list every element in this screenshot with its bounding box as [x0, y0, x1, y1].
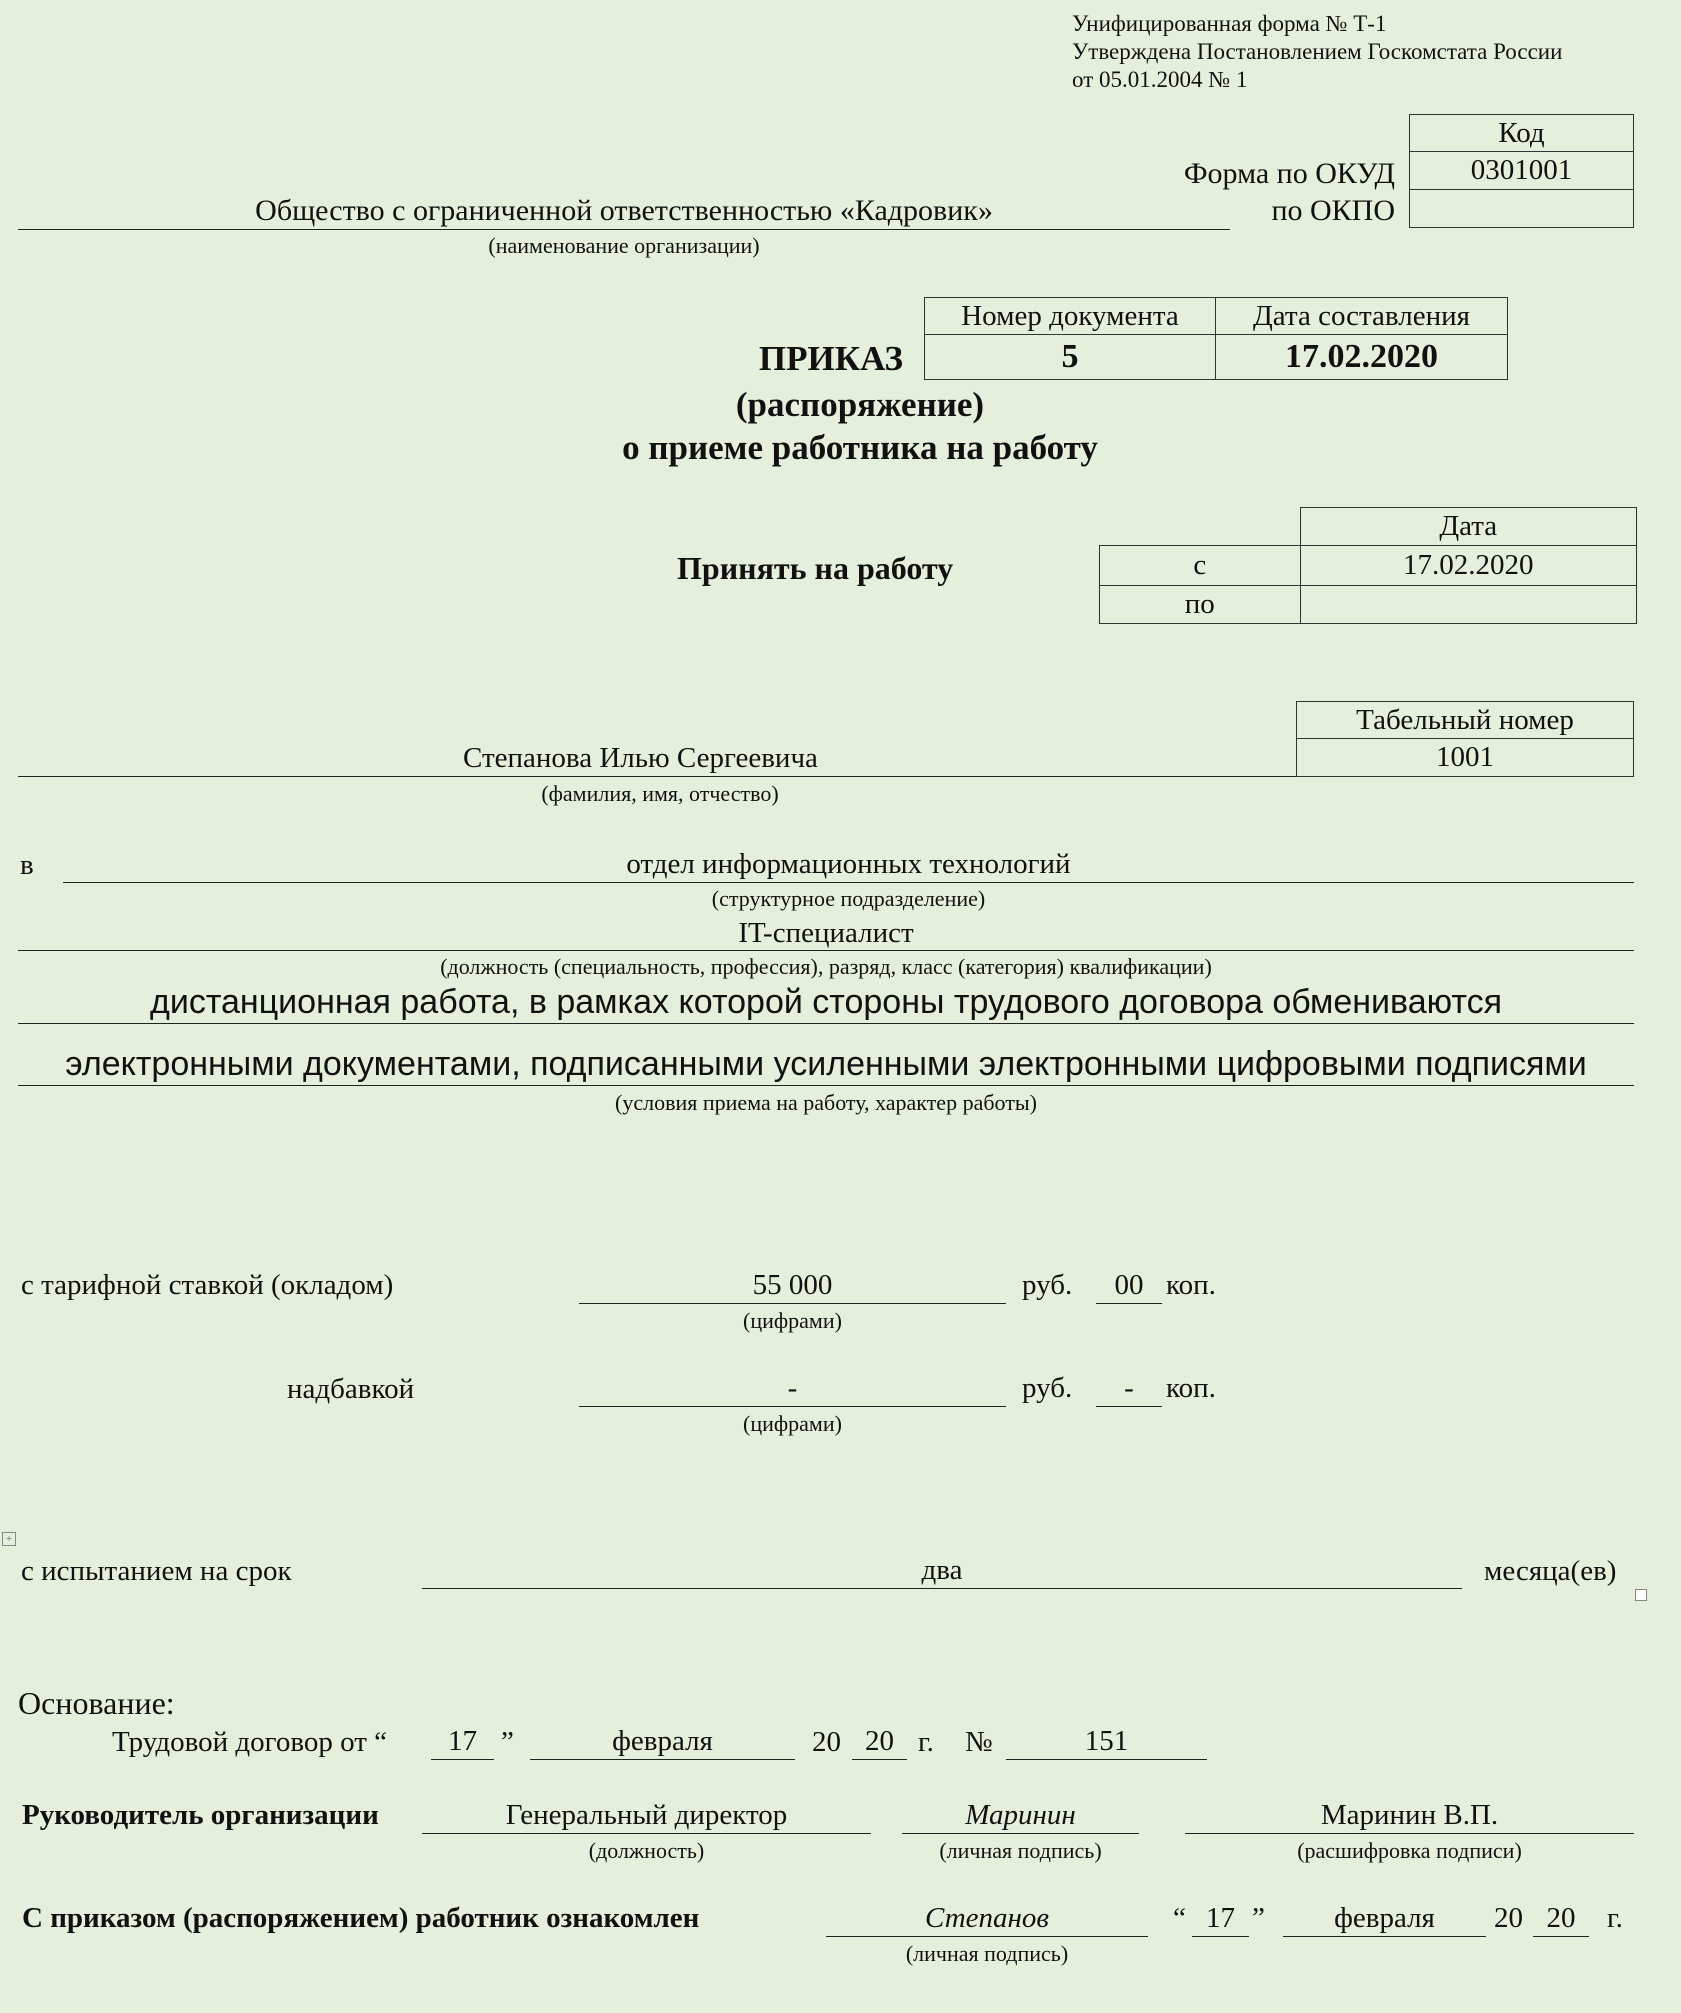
bonus-kop-value: - [1096, 1370, 1162, 1407]
organization-name: Общество с ограниченной ответственностью «Кадровик» [18, 192, 1230, 230]
title-purpose: о приеме работника на работу [622, 428, 1098, 467]
head-label: Руководитель организации [22, 1799, 379, 1831]
contract-year: 20 [852, 1723, 907, 1760]
acquainted-day: 17 [1192, 1900, 1249, 1937]
employee-name-caption: (фамилия, имя, отчество) [541, 781, 779, 806]
hire-to-date [1300, 586, 1637, 624]
salary-caption: (цифрами) [743, 1308, 842, 1333]
conditions-line2: электронными документами, подписанными усиленными электронными цифровыми подписями [18, 1043, 1634, 1086]
document-number-table [924, 297, 1508, 380]
employee-signature: Степанов [826, 1900, 1148, 1937]
head-signature-caption: (личная подпись) [939, 1838, 1102, 1863]
contract-year-suffix: г. [918, 1726, 934, 1758]
form-reference-line1: Унифицированная форма № Т-1 [1072, 11, 1387, 36]
employee-name-line [18, 740, 1296, 777]
document-date-header: Дата составления [1216, 298, 1508, 335]
contract-number: 151 [1006, 1723, 1207, 1760]
salary-label: с тарифной ставкой (окладом) [21, 1269, 394, 1301]
head-decoding-caption: (расшифровка подписи) [1297, 1838, 1522, 1863]
tab-number-header: Табельный номер [1297, 702, 1634, 739]
bonus-kop-label: коп. [1166, 1372, 1216, 1404]
tab-number: 1001 [1297, 739, 1634, 777]
hire-from-date: 17.02.2020 [1300, 546, 1637, 586]
table-move-handle-icon[interactable]: + [2, 1532, 16, 1546]
department-prefix: в [20, 849, 34, 881]
department-value: отдел информационных технологий [63, 846, 1634, 883]
head-decoding: Маринин В.П. [1185, 1797, 1634, 1834]
bonus-caption: (цифрами) [743, 1411, 842, 1436]
head-position: Генеральный директор [422, 1797, 871, 1834]
codes-table [1409, 114, 1634, 228]
form-reference-line2: Утверждена Постановлением Госкомстата России [1072, 39, 1563, 64]
hire-empty-cell [1100, 508, 1301, 546]
okpo-code [1410, 190, 1634, 228]
title-subtitle: (распоряжение) [735, 385, 985, 424]
contract-month: февраля [530, 1723, 795, 1760]
form-reference-line3: от 05.01.2004 № 1 [1072, 67, 1248, 92]
employee-name: Степанова Илью Сергеевича [463, 742, 818, 774]
hire-date-table [1099, 507, 1637, 624]
salary-kop-label: коп. [1166, 1269, 1216, 1301]
hire-date-header: Дата [1300, 508, 1637, 546]
table-resize-handle-icon[interactable] [1635, 1589, 1647, 1601]
position-caption: (должность (специальность, профессия), разряд, класс (категория) квалификации) [440, 954, 1212, 979]
probation-value: два [422, 1552, 1462, 1589]
salary-kop-value: 00 [1096, 1267, 1162, 1304]
position-value: IT-специалист [18, 915, 1634, 951]
hire-label: Принять на работу [677, 550, 954, 586]
department-caption: (структурное подразделение) [711, 886, 986, 911]
acquainted-month: февраля [1283, 1900, 1486, 1937]
acquainted-year-prefix: 20 [1494, 1902, 1523, 1934]
probation-unit: месяца(ев) [1484, 1555, 1617, 1587]
bonus-rub-value: - [579, 1370, 1006, 1407]
probation-label: с испытанием на срок [21, 1555, 292, 1587]
document-date: 17.02.2020 [1216, 335, 1508, 380]
acquainted-label: С приказом (распоряжением) работник ознакомлен [22, 1902, 700, 1934]
contract-number-label: № [965, 1726, 993, 1758]
organization-caption: (наименование организации) [488, 233, 760, 258]
employee-signature-caption: (личная подпись) [905, 1941, 1069, 1966]
acquainted-quote-open: “ [1173, 1902, 1186, 1934]
tab-number-table [1296, 701, 1634, 777]
contract-year-prefix: 20 [812, 1726, 841, 1758]
head-position-caption: (должность) [588, 1838, 705, 1863]
okpo-label: по ОКПО [1271, 194, 1395, 227]
okud-code: 0301001 [1410, 152, 1634, 190]
conditions-line1: дистанционная работа, в рамках которой стороны трудового договора обмениваются [18, 981, 1634, 1024]
bonus-rub-label: руб. [1022, 1372, 1073, 1404]
bonus-label: надбавкой [287, 1373, 415, 1405]
basis-label: Основание: [18, 1685, 175, 1721]
document-number: 5 [925, 335, 1216, 380]
contract-quote-close: ” [501, 1726, 514, 1758]
okud-label: Форма по ОКУД [1183, 157, 1395, 190]
hire-from-label: с [1100, 546, 1301, 586]
document-number-header: Номер документа [925, 298, 1216, 335]
codes-header: Код [1410, 115, 1634, 152]
salary-rub-label: руб. [1022, 1269, 1073, 1301]
salary-rub-value: 55 000 [579, 1267, 1006, 1304]
acquainted-year-suffix: г. [1607, 1902, 1623, 1934]
hire-to-label: по [1100, 586, 1301, 624]
contract-day: 17 [431, 1723, 494, 1760]
acquainted-year: 20 [1533, 1900, 1589, 1937]
page-title: ПРИКАЗ [758, 339, 903, 378]
contract-label: Трудовой договор от “ [112, 1726, 388, 1758]
conditions-caption: (условия приема на работу, характер работы) [615, 1090, 1037, 1115]
head-signature: Маринин [902, 1797, 1139, 1834]
acquainted-quote-close: ” [1252, 1902, 1265, 1934]
